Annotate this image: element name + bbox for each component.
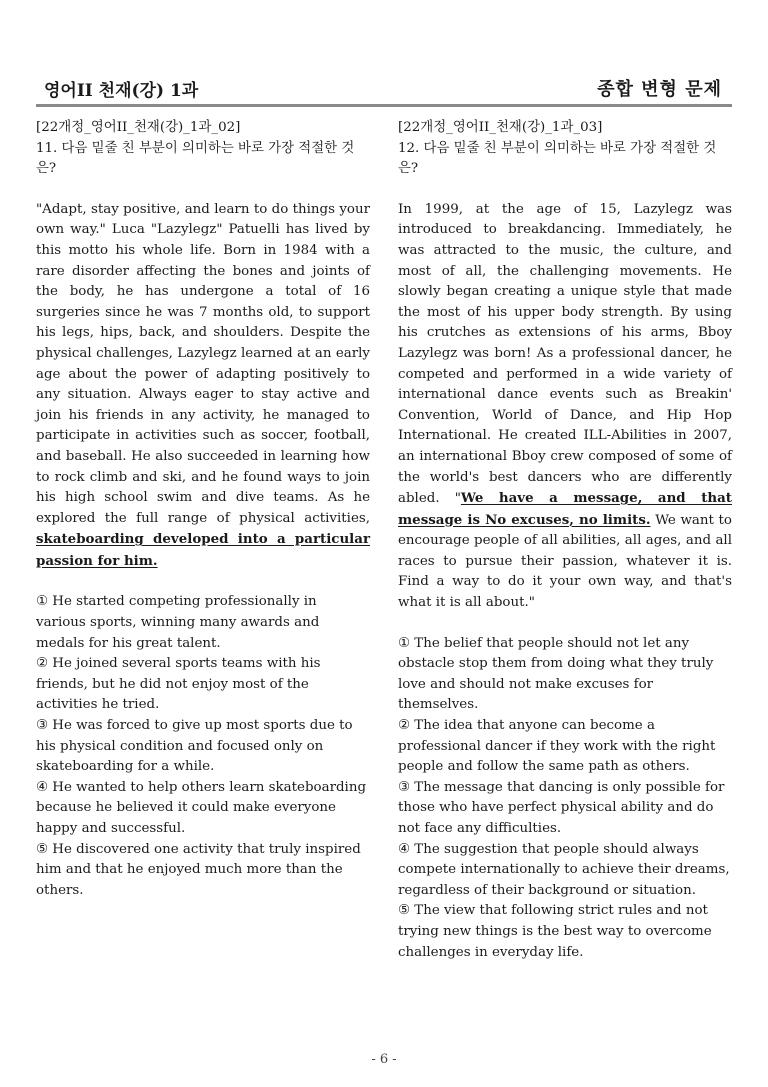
options-list bbox=[398, 634, 732, 964]
option-5: ⑤ He discovered one activity that truly inspired him and that he enjoyed much more than the others. bbox=[36, 841, 361, 898]
underlined-phrase: We have a message, and that message is No excuses, no limits. bbox=[398, 490, 732, 528]
passage-text-after: We want to encourage people of all abilities, all ages, and all races to pursue their passion, whatever it is. Find a way to do it your own way, and that's what it is all about." bbox=[398, 512, 732, 611]
option-1: ① He started competing professionally in various sports, winning many awards and medals for his great talent. bbox=[36, 594, 320, 651]
passage-text: In 1999, at the age of 15, Lazylegz was introduced to breakdancing. Immediately, he was attracted to the music, the culture, and most of all, the challenging movements. He slowly began creating a unique style that made the most of his upper body strength. By using his crutches as extensions of his arms, Bboy Lazylegz was born! As a professional dancer, he competed and performed in a wide variety of international dance events such as Breakin' Convention, World of Dance, and Hip Hop International. He created ILL-Abilities in 2007, an international Bboy crew composed of some of the world's best dancers who are differently abled. " bbox=[398, 201, 732, 507]
option-2: ② The idea that anyone can become a professional dancer if they work with the right people and follow the same path as others. bbox=[398, 718, 716, 775]
page-number: - 6 - bbox=[371, 1052, 397, 1067]
question-12 bbox=[398, 118, 732, 963]
passage bbox=[398, 200, 732, 614]
option-1: ① The belief that people should not let any obstacle stop them from doing what they truly love and should not make excuses for themselves. bbox=[398, 635, 714, 713]
page-header bbox=[36, 72, 732, 107]
underlined-phrase: skateboarding developed into a particular passion for him. bbox=[36, 531, 370, 569]
question-title: 12. 다음 밑줄 친 부분이 의미하는 바로 가장 적절한 것은? bbox=[398, 140, 717, 177]
question-code: [22개정_영어II_천재(강)_1과_02] bbox=[36, 120, 241, 135]
option-3: ③ He was forced to give up most sports due to his physical condition and focused only on skateboarding for a while. bbox=[36, 718, 353, 775]
question-title: 11. 다음 밑줄 친 부분이 의미하는 바로 가장 적절한 것은? bbox=[36, 140, 355, 177]
option-4: ④ The suggestion that people should always compete internationally to achieve their dreams, regardless of their background or situation. bbox=[398, 841, 730, 898]
option-3: ③ The message that dancing is only possible for those who have perfect physical ability and do not face any difficulties. bbox=[398, 779, 725, 836]
option-4: ④ He wanted to help others learn skateboarding because he believed it could make everyone happy and successful. bbox=[36, 779, 367, 836]
question-code: [22개정_영어II_천재(강)_1과_03] bbox=[398, 120, 603, 135]
question-11 bbox=[36, 118, 370, 901]
header-title: 영어II 천재(강) 1과 bbox=[44, 81, 199, 101]
header-section-title: 종합 변형 문제 bbox=[597, 79, 722, 100]
options-list bbox=[36, 592, 370, 901]
option-5: ⑤ The view that following strict rules and not trying new things is the best way to overcome challenges in everyday life. bbox=[398, 903, 712, 960]
passage-text: "Adapt, stay positive, and learn to do things your own way." Luca "Lazylegz" Patuelli has lived by this motto his whole life. Born in 1984 with a rare disorder affecting the bones and joints of the body, he has undergone a total of 16 surgeries since he was 7 months old, to support his legs, hips, back, and shoulders. Despite the physical challenges, Lazylegz learned at an early age about the power of adapting positively to any situation. Always eager to stay active and join his friends in any activity, he managed to participate in activities such as soccer, football, and baseball. He also succeeded in learning how to rock climb and ski, and he found ways to join his high school swim and dive teams. As he explored the full range of physical activities, bbox=[36, 201, 370, 526]
option-2: ② He joined several sports teams with his friends, but he did not enjoy most of the activities he tried. bbox=[36, 656, 321, 713]
passage bbox=[36, 200, 370, 573]
